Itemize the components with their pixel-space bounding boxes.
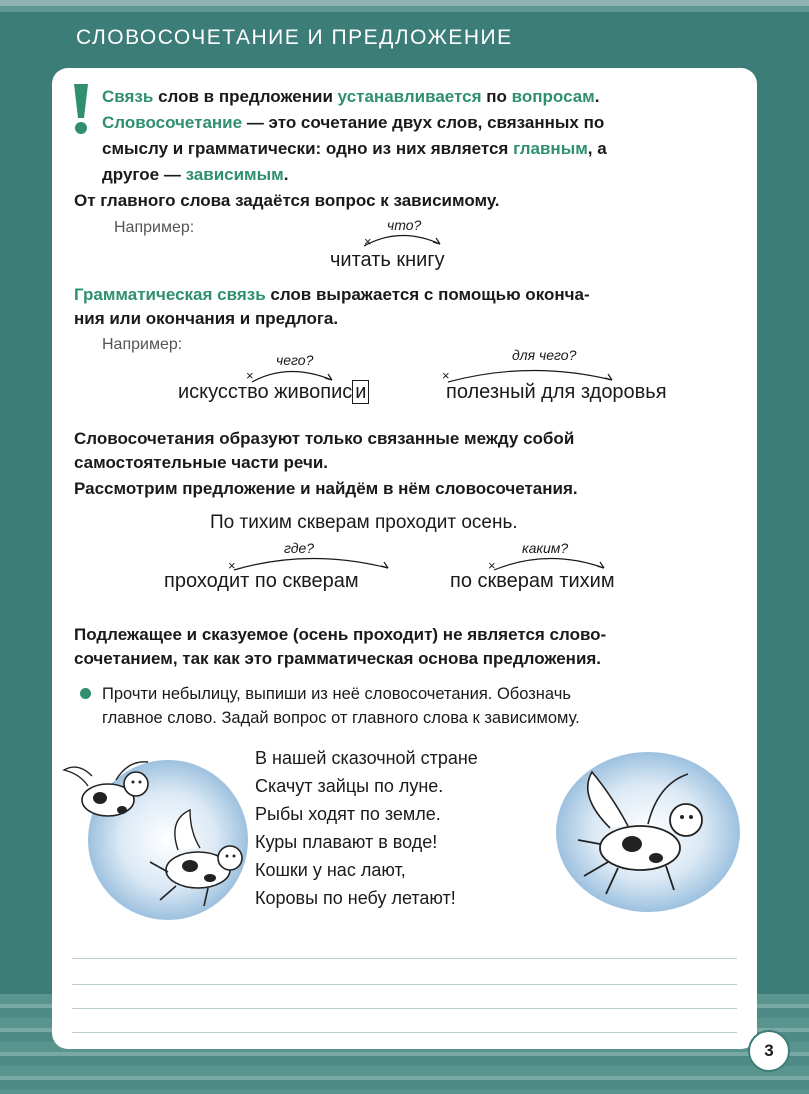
term-grammaticheskaya-svyaz: Грамматическая связь (74, 285, 266, 304)
note-line-1: Подлежащее и сказуемое (осень проходит) не является слово- (74, 625, 607, 644)
poem-line: Куры плавают в воде! (255, 832, 438, 852)
main-word-mark: × (442, 368, 450, 383)
page-header-title: СЛОВОСОЧЕТАНИЕ И ПРЕДЛОЖЕНИЕ (76, 26, 513, 49)
phrase-text: искусство живопис (178, 381, 353, 403)
poem-line: Коровы по небу летают! (255, 888, 456, 908)
writing-line[interactable] (72, 1032, 737, 1033)
task-line-1: Прочти небылицу, выпиши из неё словосочетания. Обозначь (102, 685, 571, 703)
poem-line: В нашей сказочной стране (255, 748, 478, 768)
rule-line-2 (102, 110, 742, 136)
phrase-chitat-knigu: читать книгу (330, 249, 445, 271)
rules2-line-3: Рассмотрим предложение и найдём в нём словосочетания. (74, 479, 578, 498)
main-word-mark: × (488, 558, 496, 573)
grammar-line-2: ния или окончания и предлога. (74, 309, 339, 328)
term-ustanavlivaetsya: устанавливается (337, 87, 482, 106)
question-2: чего? (276, 352, 314, 368)
term-svyaz: Связь (102, 87, 154, 106)
example-label-2: Например: (102, 336, 183, 353)
rule-line-3 (102, 136, 742, 162)
main-word-mark: × (246, 368, 254, 383)
top-stripes (0, 0, 809, 12)
term-slovosochetanie: Словосочетание (102, 113, 243, 132)
flying-cow-right-illustration (548, 744, 744, 914)
term-glavnym: главным (513, 139, 588, 158)
task-bullet-icon (80, 688, 91, 699)
main-word-mark: × (364, 234, 372, 249)
note-line-2: сочетанием, так как это грамматическая основа предложения. (74, 649, 602, 668)
poem (255, 744, 478, 912)
example-sentence: По тихим скверам проходит осень. (210, 512, 518, 533)
rule-text: по (486, 87, 507, 106)
page-number: 3 (748, 1030, 790, 1072)
rule-text: — это сочетание двух слов, связанных по (246, 113, 605, 132)
writing-line[interactable] (72, 1008, 737, 1009)
rule-text: смыслу и грамматически: одно из них является (102, 139, 509, 158)
main-word-mark: × (228, 558, 236, 573)
rule-text: слов в предложении (158, 87, 333, 106)
rules2-line-1: Словосочетания образуют только связанные между собой (74, 429, 575, 448)
writing-line[interactable] (72, 958, 737, 959)
rule-line-4 (102, 162, 742, 188)
poem-line: Кошки у нас лают, (255, 860, 406, 880)
poem-line: Рыбы ходят по земле. (255, 804, 441, 824)
term-voprosam: вопросам (511, 87, 595, 106)
question-4: где? (284, 540, 315, 556)
ending-box: и (352, 380, 369, 404)
grammar-line-1 (74, 282, 744, 308)
rule-text: слов выражается с помощью оконча- (270, 285, 590, 304)
phrase-po-skveram-tihim: по скверам тихим (450, 570, 615, 592)
rules2-line-2: самостоятельные части речи. (74, 453, 328, 472)
rule-line-1 (102, 84, 742, 110)
rule-text: другое — (102, 165, 181, 184)
rule-text: . (594, 87, 600, 106)
question-1: что? (387, 217, 422, 233)
question-3: для чего? (512, 347, 577, 363)
rule-text: . (283, 165, 289, 184)
question-5: каким? (522, 540, 569, 556)
exclamation-icon (70, 82, 92, 136)
poem-line: Скачут зайцы по луне. (255, 776, 444, 796)
phrase-iskusstvo-zhivopisi (178, 381, 369, 404)
writing-line[interactable] (72, 984, 737, 985)
example-label-1: Например: (114, 219, 195, 236)
task-line-2: главное слово. Задай вопрос от главного слова к зависимому. (102, 709, 580, 727)
term-zavisimym: зависимым (185, 165, 284, 184)
phrase-prohodit-po-skveram: проходит по скверам (164, 570, 359, 592)
rule-text: , а (587, 139, 607, 158)
phrase-polezny-dlya-zdorovya: полезный для здоровья (446, 381, 667, 403)
flying-cows-left-illustration (58, 740, 248, 920)
rule-line-5: От главного слова задаётся вопрос к зависимому. (74, 191, 500, 210)
